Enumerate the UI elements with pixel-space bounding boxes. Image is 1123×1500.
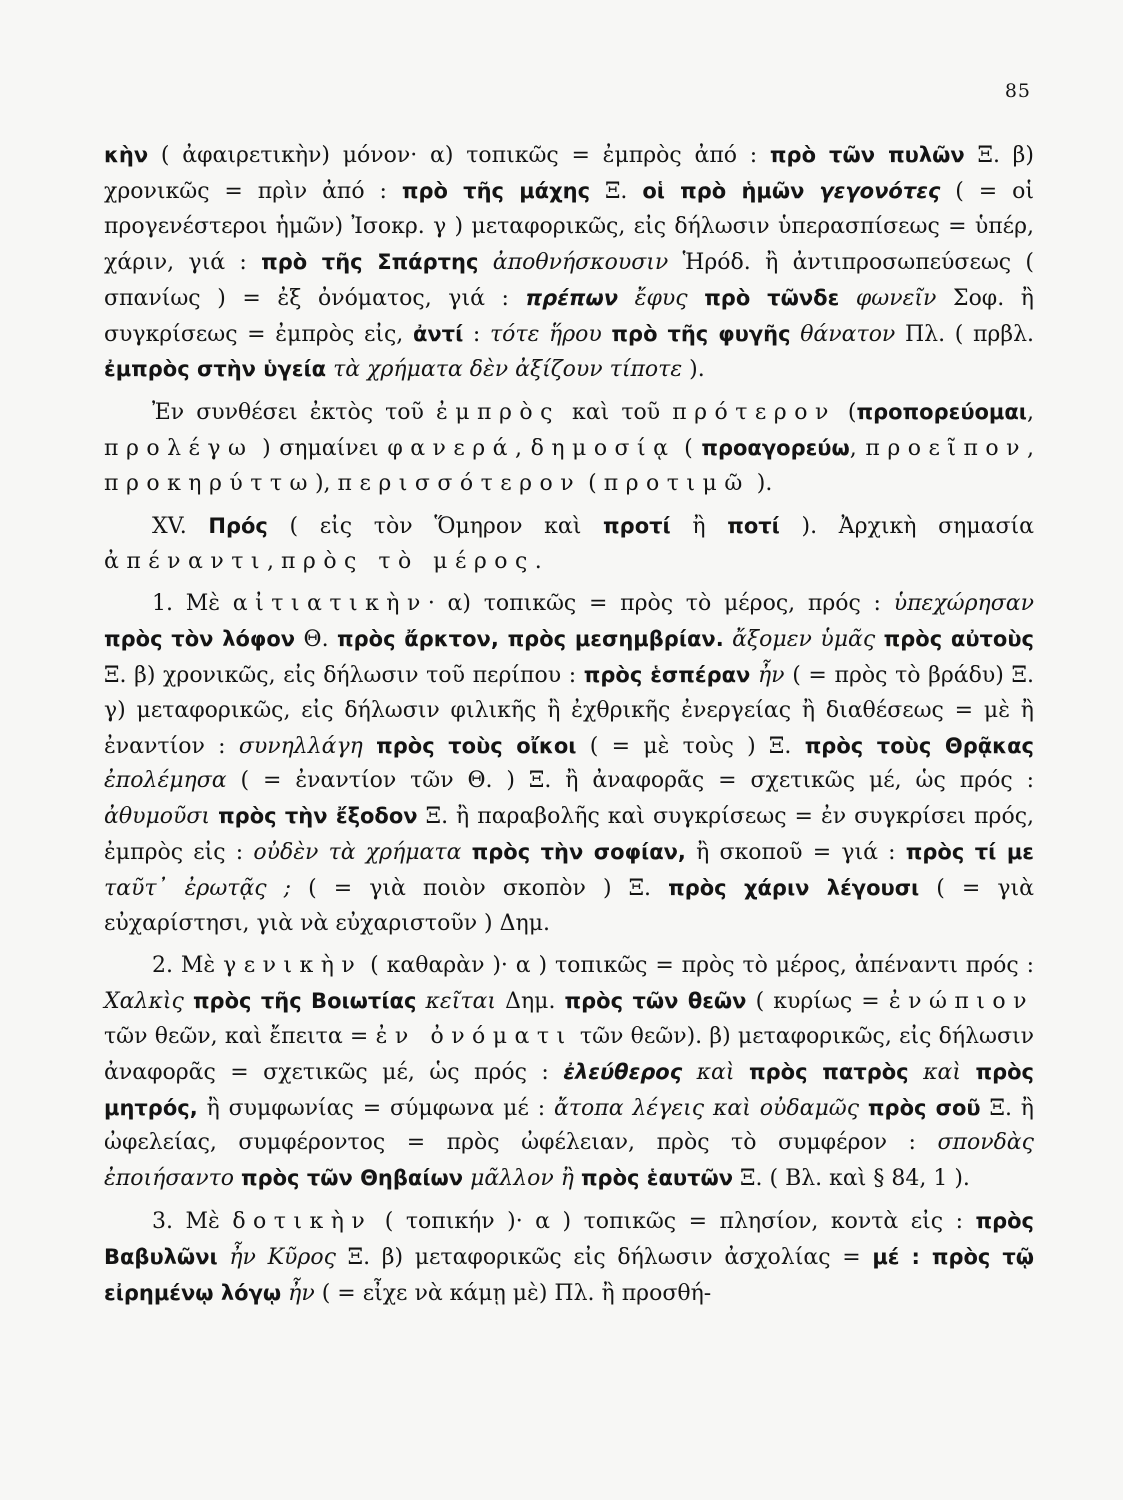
text-run	[839, 286, 856, 311]
text-run	[184, 989, 193, 1014]
bold-term: πρὸς ἑσπέραν	[583, 662, 751, 687]
text-run: ( τοπικήν )· α ) τοπικῶς = πλησίον, κοντὰ εἰς :	[372, 1209, 976, 1235]
italic-quote: τὰ χρήματα δὲν ἀξίζουν τίποτε	[333, 357, 683, 383]
text-run	[461, 840, 471, 865]
spaced-emphasis: δοτικὴν	[232, 1209, 373, 1235]
italic-quote: σπονδὰς ἐποιήσαντο	[104, 1130, 1034, 1192]
italic-quote: Χαλκὶς	[104, 988, 184, 1014]
spaced-emphasis: ἐμπρὸς	[435, 400, 560, 426]
bold-term: προαγορεύω	[701, 436, 850, 461]
text-run: (	[675, 436, 702, 462]
text-run: ἢ συμφωνίας = σύμφωνα μέ :	[197, 1095, 554, 1121]
text-run: ).	[749, 471, 773, 497]
text-run: ,	[849, 436, 866, 462]
text-run: τῶν θεῶν). β) μεταφορικῶς, εἰς δήλωσιν ἀναφορᾶς = σχετικῶς μέ, ὡς πρός :	[104, 1023, 1035, 1085]
bold-term: πρὸ τῶνδε	[704, 285, 840, 310]
bold-term: πρὸς τῶν θεῶν	[564, 988, 747, 1013]
bold-term: πρὸ τῆς Σπάρτης	[261, 249, 479, 274]
text-run: ( = εἶχε νὰ κάμῃ μὲ) Πλ. ἢ προσθή-	[314, 1281, 712, 1307]
spaced-emphasis: προλέγω	[104, 436, 254, 462]
text-run	[210, 804, 218, 829]
spaced-emphasis: προεῖπον	[865, 436, 1027, 462]
bold-italic-term: γεγονότες	[819, 178, 941, 203]
bold-term: Πρός	[208, 514, 268, 539]
text-run: Ξ. ἢ παραβολῆς καὶ συγκρίσεως = ἐν συγκρίσει πρός, ἐμπρὸς εἰς :	[104, 804, 1035, 866]
text-run: ) σημαίνει	[253, 436, 388, 462]
italic-quote: καὶ	[696, 1059, 735, 1085]
bold-term: πρὸς ἑαυτῶν	[580, 1166, 734, 1191]
text-run: Ξ. ( Βλ. καὶ § 84, 1 ).	[733, 1166, 970, 1192]
spaced-emphasis: προτιμῶ	[603, 471, 750, 497]
italic-quote: φωνεῖν	[855, 285, 937, 311]
bold-term: πρὸς ἄρκτον, πρὸς μεσημβρίαν.	[337, 626, 724, 651]
bold-term: κὴν	[104, 143, 149, 167]
italic-quote: ὑπεχώρησαν	[893, 590, 1034, 616]
text-run: Ξ. β) μεταφορικῶς εἰς δήλωσιν ἀσχολίας =	[335, 1245, 873, 1271]
italic-quote: καὶ	[923, 1059, 962, 1085]
spaced-emphasis: δημοσίᾳ	[530, 436, 676, 462]
text-run	[875, 627, 883, 652]
italic-quote: ἐπολέμησα	[104, 768, 227, 794]
italic-quote: ἀθυμοῦσι	[104, 804, 211, 830]
bold-term: πρὸς τὴν σοφίαν,	[471, 840, 686, 865]
bold-term: πρὸς τοὺς οἴκοι	[376, 733, 577, 758]
text-run: Ἐν συνθέσει ἐκτὸς τοῦ	[152, 400, 436, 426]
text-run: Σοφ. ἢ συγκρίσεως = ἐμπρὸς εἰς,	[104, 285, 1034, 347]
bold-term: προπορεύομαι	[856, 400, 1027, 425]
paragraph	[104, 587, 1034, 942]
bold-term: οἱ πρὸ ἡμῶν	[642, 178, 805, 203]
text-run: Θ.	[295, 626, 338, 652]
text-run: τῶν θεῶν, καὶ ἔπειτα =	[104, 1023, 376, 1049]
text-run: Ξ. β) χρονικῶς = πρὶν ἀπό :	[104, 143, 1034, 204]
text-run: ἢ	[670, 514, 728, 540]
text-run: ,	[266, 548, 281, 574]
paragraph	[104, 509, 1034, 580]
italic-quote: ταῦτ᾽ ἐρωτᾷς ;	[104, 876, 292, 902]
bold-term: πρὸς αὐτοὺς	[883, 626, 1034, 651]
bold-term: μέ : πρὸς τῷ εἰρημένῳ λόγῳ	[104, 1245, 1035, 1306]
text-run: ( ἀφαιρετικὴν) μόνον· α) τοπικῶς = ἐμπρὸς ἀπό :	[148, 143, 770, 168]
spaced-emphasis: ἐνώπιον	[888, 988, 1034, 1014]
text-run: (	[835, 400, 857, 426]
bold-term: πρὸς χάριν λέγουσι	[668, 876, 920, 901]
bold-term: πρὸς τοὺς Θρᾷκας	[804, 733, 1034, 758]
text-run: ( καθαρὰν )· α ) τοπικῶς = πρὸς τὸ μέρος, ἀπέναντι πρός :	[362, 952, 1034, 978]
italic-quote: ἦν	[288, 1281, 315, 1307]
bold-term: πρὸς πατρὸς	[749, 1059, 909, 1084]
text-run	[750, 663, 758, 688]
text-run: ).	[682, 357, 705, 383]
text-run: 2. Μὲ	[152, 952, 224, 978]
text-run: ( κυρίως =	[746, 988, 889, 1014]
text-run: ( εἰς τὸν Ὅμηρον καὶ	[267, 514, 604, 540]
spaced-emphasis: ἐν ὀνόματι	[375, 1023, 573, 1049]
spaced-emphasis: γενικὴν	[223, 952, 363, 978]
text-run	[234, 1166, 241, 1191]
text-run	[859, 1096, 868, 1121]
text-run: (	[581, 471, 604, 497]
italic-quote: συνηλλάγη	[238, 733, 363, 759]
text-run: ( = γιὰ ποιὸν σκοπὸν ) Ξ.	[291, 876, 669, 902]
text-run	[791, 322, 801, 347]
text-run	[218, 1245, 230, 1270]
italic-quote: ἦν	[758, 662, 785, 688]
bold-term: πρὸς τῶν Θηβαίων	[240, 1166, 464, 1191]
paragraph	[104, 395, 1034, 502]
text-run: ἢ σκοποῦ = γιά :	[685, 840, 906, 866]
spaced-emphasis: ἀπέναντι	[104, 548, 267, 574]
text-run: ( = ἐναντίον τῶν Θ. ) Ξ. ἢ ἀναφορᾶς = σχετικῶς μέ, ὡς πρός :	[226, 768, 1034, 794]
text-run	[363, 734, 376, 759]
text-run	[574, 1166, 581, 1191]
text-run: Πλ. ( πρβλ.	[895, 321, 1035, 347]
bold-term: πρὸς τὴν ἔξοδον	[218, 804, 418, 829]
text-run: 3. Μὲ	[152, 1209, 233, 1235]
italic-quote: ἄτοπα λέγεις καὶ οὐδαμῶς	[554, 1095, 860, 1121]
spaced-emphasis: αἰτιατικὴν	[232, 590, 428, 616]
text-run	[688, 286, 705, 311]
text-run	[618, 286, 635, 311]
bold-italic-term: ἐλεύθερος	[563, 1059, 683, 1084]
italic-quote: τότε ἥρου	[489, 321, 602, 347]
text-run	[735, 1060, 749, 1085]
bold-term: πρὸς τῆς Βοιωτίας	[192, 988, 417, 1013]
bold-term: ἐμπρὸς στὴν ὑγεία	[104, 357, 327, 382]
text-run: ),	[314, 471, 338, 497]
text-run: ( = οἱ προγενέστεροι ἡμῶν) Ἰσοκρ. γ ) μεταφορικῶς, εἰς δήλωσιν ὑπερασπίσεως = ὑπέρ, χάριν, γιά :	[104, 178, 1034, 275]
text-run: Ξ.	[590, 178, 643, 204]
spaced-emphasis: φανερά	[387, 436, 516, 462]
text-run	[909, 1060, 923, 1085]
bold-term: πρὸς Βαβυλῶνι	[104, 1209, 1035, 1270]
text-run: ,	[1027, 400, 1034, 426]
bold-term: πρὸ τῆς φυγῆς	[611, 321, 791, 346]
bold-italic-term: πρέπων	[525, 285, 619, 310]
italic-quote: ἔφυς	[634, 285, 688, 311]
spaced-emphasis: περισσότερον	[337, 471, 582, 497]
italic-quote: ἀποθνήσκουσιν	[492, 249, 669, 275]
text-run: 1. Μὲ	[152, 590, 233, 616]
text-run: ( = γιὰ εὐχαρίστησι, γιὰ νὰ εὐχαριστοῦν ) Δημ.	[104, 876, 1034, 937]
spaced-emphasis: πρὸς τὸ μέρος	[280, 548, 535, 574]
text-run: XV.	[152, 514, 209, 540]
spaced-emphasis: προκηρύττω	[104, 471, 315, 497]
bold-term: ποτί	[727, 514, 780, 539]
text-run: καὶ τοῦ	[559, 400, 673, 426]
page-number: 85	[1004, 80, 1031, 102]
bold-term: πρὸ τῆς μάχης	[401, 178, 591, 203]
italic-quote: μᾶλλον ἢ	[470, 1166, 574, 1192]
text-run: ). Ἀρχικὴ σημασία	[779, 514, 1034, 540]
text-run	[602, 322, 612, 347]
page-body	[104, 138, 1034, 1312]
spaced-emphasis: πρότερον	[672, 400, 836, 426]
paragraph	[104, 138, 1034, 388]
text-run	[682, 1060, 696, 1085]
paragraph	[104, 949, 1034, 1197]
italic-quote: ἦν Κῦρος	[229, 1245, 336, 1271]
text-run	[478, 250, 492, 275]
bold-term: πρὸ τῶν πυλῶν	[769, 143, 965, 167]
bold-term: πρὸς τί με	[905, 840, 1034, 865]
text-run	[804, 179, 819, 204]
italic-quote: ἄξομεν ὑμᾶς	[732, 626, 876, 652]
text-run	[724, 627, 732, 652]
text-run: .	[534, 548, 542, 574]
paragraph	[104, 1204, 1034, 1312]
text-run: ( = πρὸς τὸ βράδυ) Ξ. γ) μεταφορικῶς, εἰς δήλωσιν φιλικῆς ἢ ἐχθρικῆς ἐνεργείας ἢ διαθέσεως = μὲ ἢ ἐναντίον :	[104, 662, 1034, 759]
text-run: Ξ. ἢ ὠφελείας, συμφέροντος = πρὸς ὠφέλειαν, πρὸς τὸ συμφέρον :	[104, 1095, 1034, 1156]
bold-term: πρὸς τὸν λόφον	[104, 626, 296, 651]
italic-quote: κεῖται	[425, 988, 496, 1014]
italic-quote: θάνατον	[800, 321, 896, 347]
text-run: Δημ.	[496, 988, 565, 1014]
bold-term: πρὸς σοῦ	[867, 1095, 981, 1120]
bold-term: πρὸς μητρός,	[104, 1059, 1034, 1120]
italic-quote: οὐδὲν τὰ χρήματα	[253, 840, 462, 866]
bold-term: προτί	[603, 514, 671, 539]
text-run: :	[463, 321, 490, 347]
text-run: · α) τοπικῶς = πρὸς τὸ μέρος, πρός :	[427, 590, 894, 616]
text-run: Ξ. β) χρονικῶς, εἰς δήλωσιν τοῦ περίπου :	[104, 662, 584, 688]
text-run: ( = μὲ τοὺς ) Ξ.	[576, 733, 805, 759]
text-run: ,	[1026, 436, 1034, 462]
text-run: ,	[515, 436, 531, 462]
bold-term: ἀντί	[412, 321, 464, 346]
text-run	[961, 1060, 975, 1085]
text-run: Ἡρόδ. ἢ ἀντιπροσωπεύσεως ( σπανίως ) = ἐξ ὀνόματος, γιά :	[104, 249, 1034, 311]
